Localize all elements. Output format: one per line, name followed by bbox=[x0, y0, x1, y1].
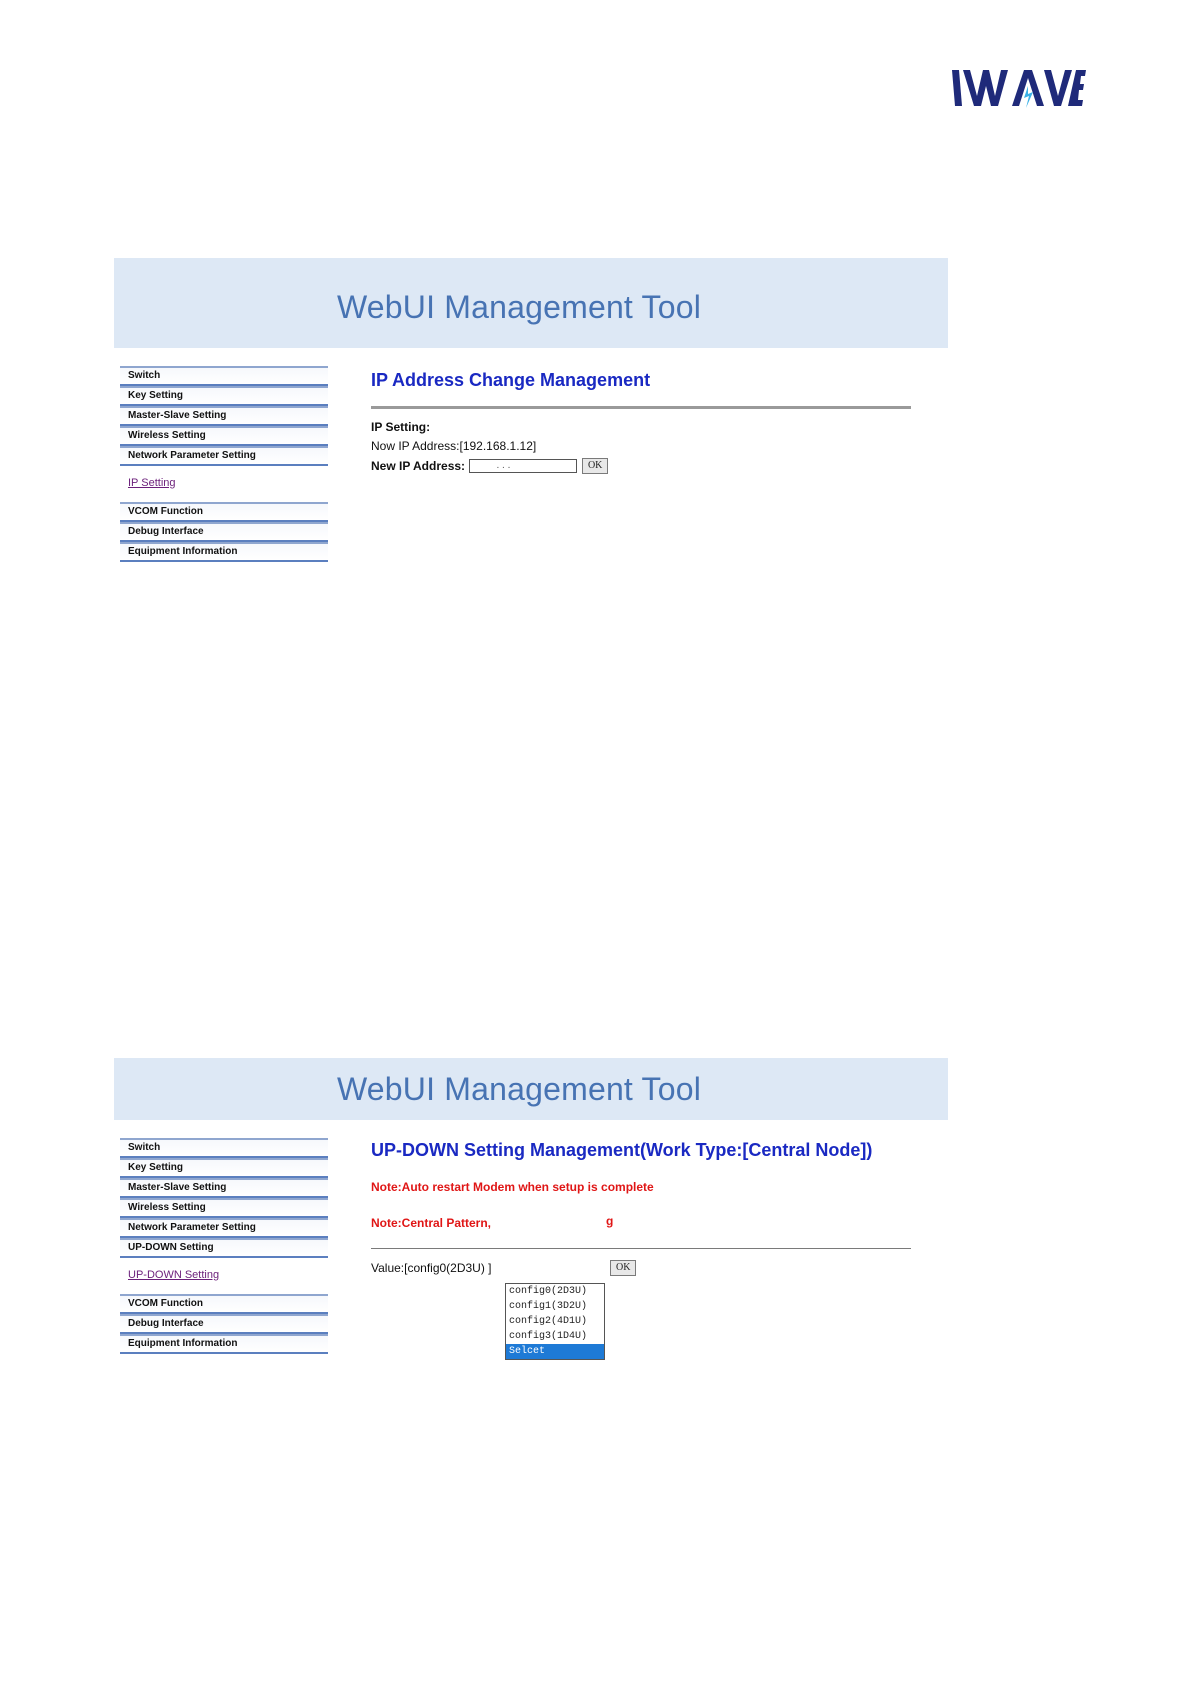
note-central-row bbox=[371, 1214, 911, 1230]
sidebar bbox=[120, 1138, 328, 1354]
sidebar-item-debug[interactable]: Debug Interface bbox=[120, 1314, 328, 1334]
sidebar-item-up-down[interactable]: UP-DOWN Setting bbox=[120, 1238, 328, 1258]
current-value-text: Value:[config0(2D3U) ] bbox=[371, 1261, 492, 1275]
sidebar-item-network-parameter[interactable]: Network Parameter Setting bbox=[120, 446, 328, 466]
sidebar-item-switch[interactable]: Switch bbox=[120, 1138, 328, 1158]
page-title: IP Address Change Management bbox=[371, 370, 651, 390]
main-panel bbox=[371, 370, 911, 475]
banner-title: WebUI Management Tool bbox=[336, 1070, 702, 1107]
sidebar-link-up-down-setting[interactable]: UP-DOWN Setting bbox=[128, 1269, 220, 1281]
sidebar-item-key-setting[interactable]: Key Setting bbox=[120, 386, 328, 406]
new-ip-row bbox=[371, 457, 911, 475]
divider bbox=[371, 1248, 911, 1249]
sidebar-item-vcom[interactable]: VCOM Function bbox=[120, 502, 328, 522]
sidebar-item-debug[interactable]: Debug Interface bbox=[120, 522, 328, 542]
sidebar-item-wireless[interactable]: Wireless Setting bbox=[120, 1198, 328, 1218]
header-banner bbox=[114, 1058, 948, 1120]
config-select-dropdown[interactable] bbox=[505, 1283, 605, 1360]
new-ip-input[interactable]: . . . bbox=[469, 459, 577, 473]
iwave-logo bbox=[950, 66, 1086, 110]
ok-button[interactable]: OK bbox=[582, 458, 608, 474]
dropdown-option[interactable]: config0(2D3U) bbox=[509, 1286, 588, 1297]
sidebar-item-network-parameter[interactable]: Network Parameter Setting bbox=[120, 1218, 328, 1238]
divider bbox=[371, 406, 911, 409]
sidebar bbox=[120, 366, 328, 562]
header-banner bbox=[114, 258, 948, 348]
note-central-pattern: Note:Central Pattern, bbox=[371, 1216, 492, 1230]
sidebar-item-switch[interactable]: Switch bbox=[120, 366, 328, 386]
ip-setting-label: IP Setting: bbox=[371, 420, 431, 434]
new-ip-label: New IP Address: bbox=[371, 459, 466, 473]
ok-button[interactable]: OK bbox=[610, 1260, 636, 1276]
value-row bbox=[371, 1259, 911, 1277]
dropdown-option-selected[interactable]: Selcet bbox=[506, 1344, 604, 1359]
banner-title: WebUI Management Tool bbox=[336, 288, 702, 325]
note-auto-restart: Note:Auto restart Modem when setup is complete bbox=[371, 1180, 654, 1194]
current-ip-text: Now IP Address:[192.168.1.12] bbox=[371, 439, 537, 453]
page-title: UP-DOWN Setting Management(Work Type:[Central Node]) bbox=[371, 1140, 873, 1160]
dropdown-option[interactable]: config3(1D4U) bbox=[509, 1331, 588, 1342]
main-panel bbox=[371, 1140, 911, 1357]
note-central-suffix: g bbox=[606, 1214, 614, 1228]
sidebar-item-master-slave[interactable]: Master-Slave Setting bbox=[120, 1178, 328, 1198]
sidebar-item-equipment-info[interactable]: Equipment Information bbox=[120, 542, 328, 562]
dropdown-option[interactable]: config1(3D2U) bbox=[509, 1301, 588, 1312]
sidebar-item-master-slave[interactable]: Master-Slave Setting bbox=[120, 406, 328, 426]
sidebar-link-ip-setting[interactable]: IP Setting bbox=[128, 477, 176, 489]
sidebar-item-key-setting[interactable]: Key Setting bbox=[120, 1158, 328, 1178]
sidebar-item-equipment-info[interactable]: Equipment Information bbox=[120, 1334, 328, 1354]
sidebar-item-wireless[interactable]: Wireless Setting bbox=[120, 426, 328, 446]
sidebar-item-vcom[interactable]: VCOM Function bbox=[120, 1294, 328, 1314]
dropdown-option[interactable]: config2(4D1U) bbox=[509, 1316, 588, 1327]
